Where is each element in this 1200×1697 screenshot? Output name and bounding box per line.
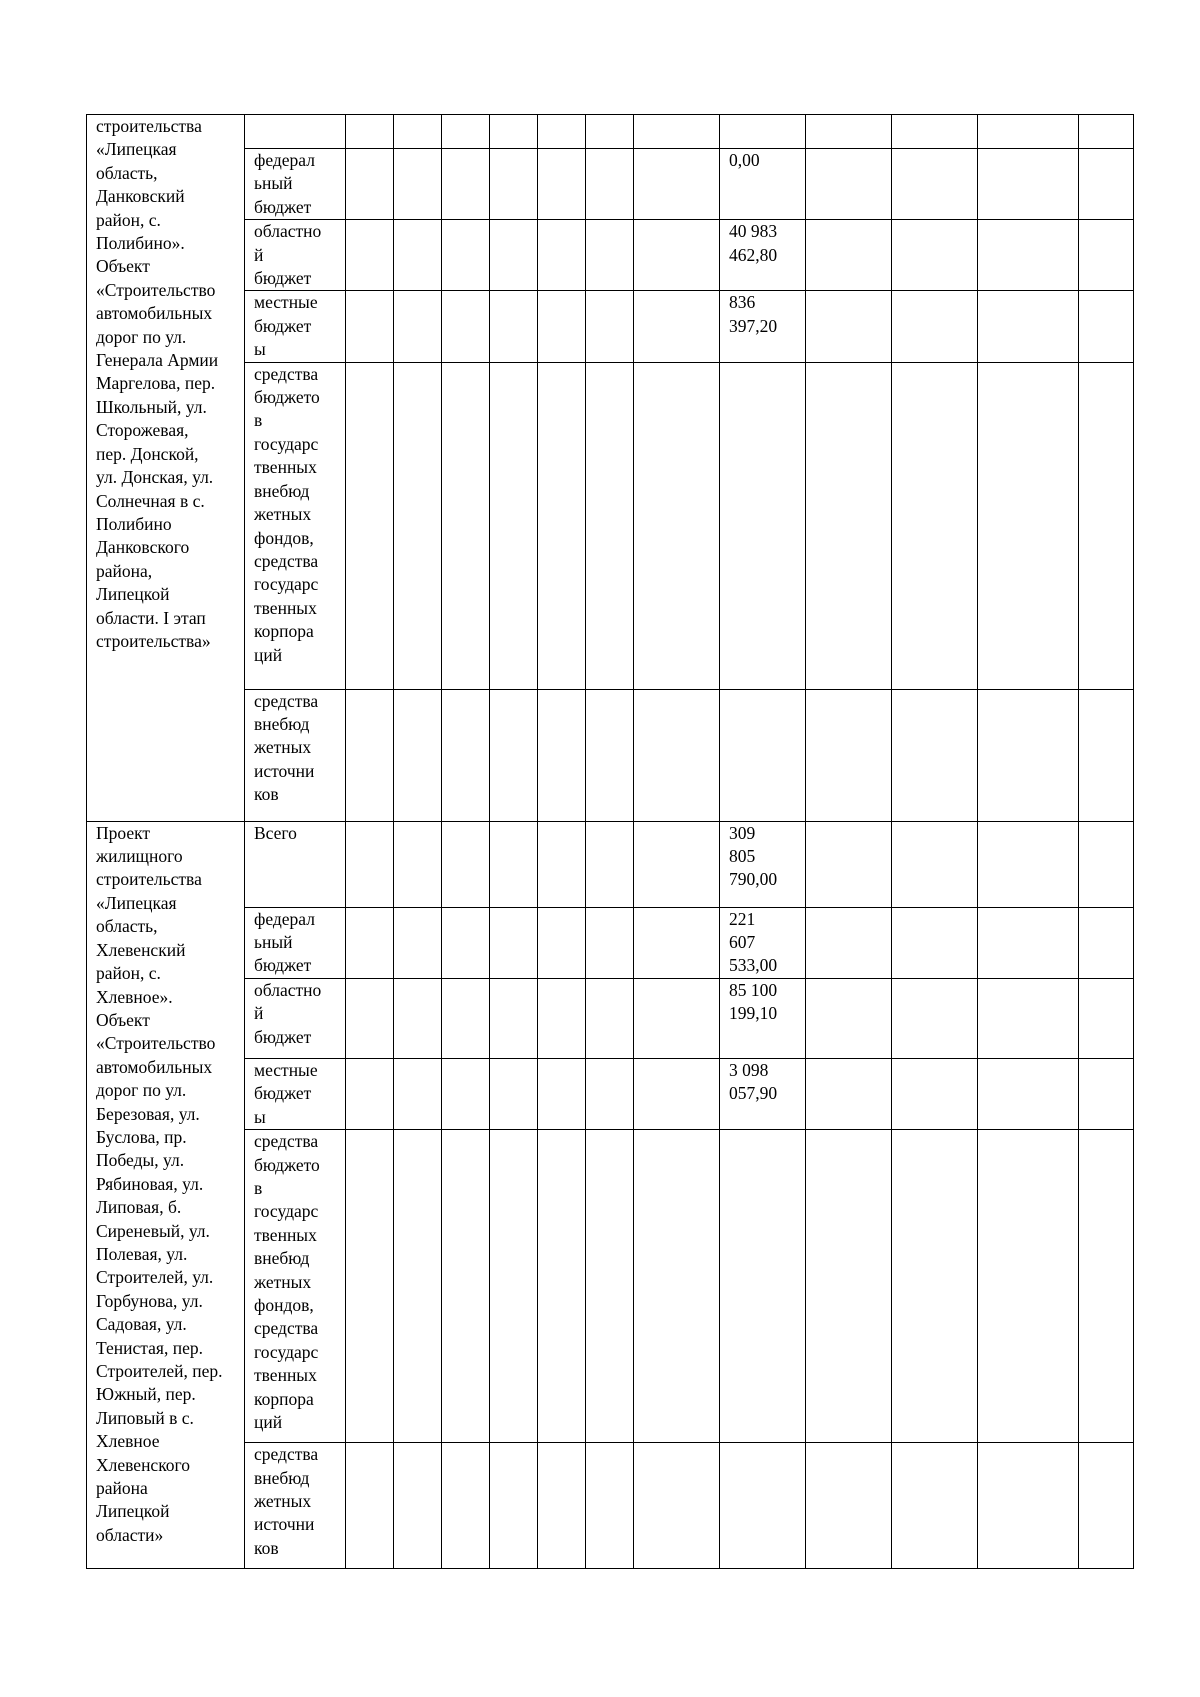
empty-cell	[892, 978, 978, 1058]
amount-cell	[720, 362, 806, 689]
empty-cell	[346, 362, 394, 689]
amount-cell: 309 805 790,00	[720, 821, 806, 907]
amount-cell	[720, 1443, 806, 1569]
empty-cell	[586, 1058, 634, 1129]
empty-cell	[394, 1130, 442, 1443]
empty-cell	[442, 291, 490, 362]
table-row	[87, 1443, 1134, 1569]
empty-cell	[586, 291, 634, 362]
empty-cell	[1079, 362, 1134, 689]
empty-cell	[586, 689, 634, 821]
table-row	[87, 362, 1134, 689]
empty-cell	[892, 1443, 978, 1569]
empty-cell	[538, 115, 586, 149]
empty-cell	[538, 149, 586, 220]
table-row	[87, 1058, 1134, 1129]
empty-cell	[634, 362, 720, 689]
empty-cell	[346, 907, 394, 978]
empty-cell	[892, 220, 978, 291]
table-row	[87, 978, 1134, 1058]
empty-cell	[1079, 978, 1134, 1058]
empty-cell	[346, 149, 394, 220]
empty-cell	[394, 291, 442, 362]
empty-cell	[538, 1443, 586, 1569]
empty-cell	[538, 1130, 586, 1443]
empty-cell	[806, 1130, 892, 1443]
amount-cell: 40 983 462,80	[720, 220, 806, 291]
empty-cell	[1079, 220, 1134, 291]
empty-cell	[1079, 907, 1134, 978]
project-name-cell: Проект жилищного строительства «Липецкая область, Хлевенский район, с. Хлевное». Объект «Строительство автомобильных дорог по ул. Березовая, ул. Буслова, пр. Победы, ул. Рябиновая, ул. Липовая, б. Сиреневый, ул. Полевая, ул. Строителей, ул. Горбунова, ул. Садовая, ул. Тенистая, пер. Строителей, пер. Южный, пер. Липовый в с. Хлевное Хлевенского района Липецкой области»	[87, 821, 245, 1568]
empty-cell	[346, 115, 394, 149]
empty-cell	[586, 907, 634, 978]
empty-cell	[586, 1130, 634, 1443]
table-row	[87, 115, 1134, 149]
empty-cell	[442, 115, 490, 149]
empty-cell	[806, 1443, 892, 1569]
empty-cell	[442, 689, 490, 821]
empty-cell	[978, 115, 1079, 149]
empty-cell	[1079, 689, 1134, 821]
empty-cell	[538, 362, 586, 689]
empty-cell	[346, 978, 394, 1058]
empty-cell	[892, 821, 978, 907]
empty-cell	[490, 1443, 538, 1569]
empty-cell	[1079, 1130, 1134, 1443]
empty-cell	[806, 115, 892, 149]
empty-cell	[634, 220, 720, 291]
empty-cell	[394, 821, 442, 907]
empty-cell	[394, 1058, 442, 1129]
empty-cell	[892, 115, 978, 149]
funding-source-cell: средства внебюд жетных источни ков	[245, 689, 346, 821]
empty-cell	[892, 1058, 978, 1129]
empty-cell	[634, 821, 720, 907]
empty-cell	[538, 907, 586, 978]
table-row	[87, 689, 1134, 821]
amount-cell	[720, 115, 806, 149]
table-row	[87, 291, 1134, 362]
amount-cell: 0,00	[720, 149, 806, 220]
funding-source-cell: Всего	[245, 821, 346, 907]
empty-cell	[978, 1443, 1079, 1569]
funding-source-cell: средства бюджето в государс твенных внебюд жетных фондов, средства государс твенных корпора ций	[245, 362, 346, 689]
table-row	[87, 907, 1134, 978]
empty-cell	[586, 220, 634, 291]
empty-cell	[394, 220, 442, 291]
empty-cell	[892, 149, 978, 220]
empty-cell	[346, 689, 394, 821]
empty-cell	[346, 821, 394, 907]
empty-cell	[806, 1058, 892, 1129]
empty-cell	[442, 1443, 490, 1569]
funding-source-cell: областно й бюджет	[245, 220, 346, 291]
empty-cell	[634, 115, 720, 149]
empty-cell	[490, 978, 538, 1058]
empty-cell	[538, 821, 586, 907]
empty-cell	[978, 291, 1079, 362]
empty-cell	[978, 362, 1079, 689]
empty-cell	[586, 821, 634, 907]
empty-cell	[806, 220, 892, 291]
empty-cell	[978, 1058, 1079, 1129]
empty-cell	[806, 362, 892, 689]
empty-cell	[490, 689, 538, 821]
empty-cell	[394, 907, 442, 978]
funding-source-cell: областно й бюджет	[245, 978, 346, 1058]
empty-cell	[442, 907, 490, 978]
funding-source-cell: местные бюджет ы	[245, 291, 346, 362]
empty-cell	[538, 220, 586, 291]
empty-cell	[806, 291, 892, 362]
empty-cell	[490, 907, 538, 978]
empty-cell	[442, 821, 490, 907]
empty-cell	[892, 362, 978, 689]
empty-cell	[806, 689, 892, 821]
empty-cell	[806, 907, 892, 978]
empty-cell	[490, 1058, 538, 1129]
empty-cell	[394, 115, 442, 149]
empty-cell	[442, 978, 490, 1058]
empty-cell	[978, 821, 1079, 907]
empty-cell	[634, 1058, 720, 1129]
amount-cell	[720, 689, 806, 821]
empty-cell	[892, 291, 978, 362]
amount-cell	[720, 1130, 806, 1443]
empty-cell	[978, 689, 1079, 821]
empty-cell	[1079, 1058, 1134, 1129]
empty-cell	[978, 149, 1079, 220]
empty-cell	[490, 821, 538, 907]
table-row	[87, 149, 1134, 220]
empty-cell	[806, 149, 892, 220]
budget-table	[86, 114, 1134, 1569]
empty-cell	[978, 907, 1079, 978]
funding-source-cell: местные бюджет ы	[245, 1058, 346, 1129]
empty-cell	[1079, 149, 1134, 220]
empty-cell	[634, 1130, 720, 1443]
amount-cell: 3 098 057,90	[720, 1058, 806, 1129]
empty-cell	[394, 689, 442, 821]
funding-source-cell: средства бюджето в государс твенных внебюд жетных фондов, средства государс твенных корпора ций	[245, 1130, 346, 1443]
empty-cell	[634, 689, 720, 821]
empty-cell	[1079, 115, 1134, 149]
empty-cell	[394, 149, 442, 220]
project-name-cell: строительства «Липецкая область, Данковский район, с. Полибино». Объект «Строительство автомобильных дорог по ул. Генерала Армии Маргелова, пер. Школьный, ул. Сторожевая, пер. Донской, ул. Донская, ул. Солнечная в с. Полибино Данковского района, Липецкой области. I этап строительства»	[87, 115, 245, 822]
empty-cell	[978, 978, 1079, 1058]
empty-cell	[892, 1130, 978, 1443]
empty-cell	[538, 1058, 586, 1129]
empty-cell	[490, 362, 538, 689]
empty-cell	[442, 1130, 490, 1443]
empty-cell	[586, 362, 634, 689]
empty-cell	[538, 291, 586, 362]
amount-cell: 836 397,20	[720, 291, 806, 362]
funding-source-cell: федерал ьный бюджет	[245, 149, 346, 220]
empty-cell	[394, 362, 442, 689]
empty-cell	[538, 689, 586, 821]
empty-cell	[586, 115, 634, 149]
empty-cell	[1079, 291, 1134, 362]
empty-cell	[634, 978, 720, 1058]
empty-cell	[490, 1130, 538, 1443]
amount-cell: 221 607 533,00	[720, 907, 806, 978]
empty-cell	[892, 689, 978, 821]
empty-cell	[806, 978, 892, 1058]
empty-cell	[806, 821, 892, 907]
funding-source-cell: федерал ьный бюджет	[245, 907, 346, 978]
empty-cell	[490, 115, 538, 149]
empty-cell	[538, 978, 586, 1058]
empty-cell	[346, 220, 394, 291]
table-row	[87, 1130, 1134, 1443]
table-row	[87, 821, 1134, 907]
empty-cell	[892, 907, 978, 978]
empty-cell	[490, 149, 538, 220]
amount-cell: 85 100 199,10	[720, 978, 806, 1058]
empty-cell	[1079, 821, 1134, 907]
empty-cell	[490, 291, 538, 362]
empty-cell	[442, 1058, 490, 1129]
empty-cell	[634, 291, 720, 362]
empty-cell	[346, 1058, 394, 1129]
empty-cell	[586, 978, 634, 1058]
empty-cell	[634, 149, 720, 220]
table-row	[87, 220, 1134, 291]
empty-cell	[1079, 1443, 1134, 1569]
empty-cell	[586, 149, 634, 220]
empty-cell	[442, 220, 490, 291]
empty-cell	[394, 1443, 442, 1569]
empty-cell	[394, 978, 442, 1058]
empty-cell	[346, 1443, 394, 1569]
empty-cell	[442, 149, 490, 220]
empty-cell	[978, 1130, 1079, 1443]
empty-cell	[978, 220, 1079, 291]
empty-cell	[346, 1130, 394, 1443]
funding-source-cell	[245, 115, 346, 149]
empty-cell	[634, 907, 720, 978]
funding-source-cell: средства внебюд жетных источни ков	[245, 1443, 346, 1569]
empty-cell	[586, 1443, 634, 1569]
empty-cell	[442, 362, 490, 689]
empty-cell	[346, 291, 394, 362]
empty-cell	[634, 1443, 720, 1569]
empty-cell	[490, 220, 538, 291]
